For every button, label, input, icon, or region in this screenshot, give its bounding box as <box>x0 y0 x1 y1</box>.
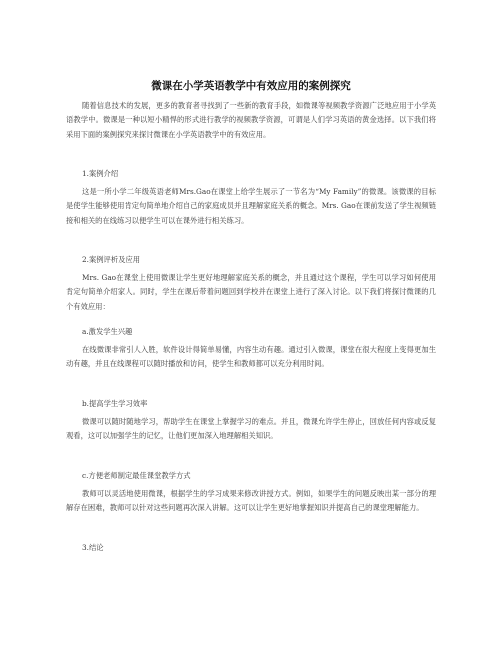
document-title: 微课在小学英语教学中有效应用的案例探究 <box>151 80 351 92</box>
subheading-interest: a.激发学生兴趣 <box>82 327 133 336</box>
efficiency-paragraph: 微课可以随时随地学习，帮助学生在课堂上掌握学习的难点。并且，微课允许学生停止，回放任何内容或反复观看，这可以加强学生的记忆，让他们更加深入地理解相关知识。 <box>66 417 436 441</box>
subheading-efficiency: b.提高学生学习效率 <box>82 399 148 408</box>
teaching-method-paragraph: 教师可以灵活地使用微课，根据学生的学习成果来修改讲授方式。例如，如果学生的问题反映出某一部分的理解存在困难，教师可以针对这些问题再次深入讲解。这可以让学生更好地掌握知识并提高自己的课堂理解能力。 <box>66 489 436 513</box>
intro-paragraph: 随着信息技术的发展，更多的教育者寻找到了一些新的教育手段，如微课等视频教学资源广泛地应用于小学英语教学中。微课是一种以短小精悍的形式进行教学的视频教学资源，可谓是人们学习英语的黄金选择。以下我们将采用下面的案例探究来探讨微课在小学英语教学中的有效应用。 <box>66 101 436 139</box>
section-heading-conclusion: 3.结论 <box>82 543 104 552</box>
case-analysis-paragraph: Mrs. Gao在课堂上使用微课让学生更好地理解家庭关系的概念，并且通过这个课程，学生可以学习如何使用肯定句简单介绍家人。同时，学生在课后带着问题回到学校并在课堂上进行了深入讨论。以下我们将探讨微课的几个有效应用： <box>66 273 436 311</box>
case-intro-paragraph: 这是一所小学二年级英语老师Mrs.Gao在课堂上给学生展示了一节名为“My Family”的微课。该微课的目标是使学生能够使用肯定句简单地介绍自己的家庭成员并且理解家庭关系的概念。Mrs. Gao在课前发送了学生视频链接和相关的在线练习以便学生可以在课外进行相关练习。 <box>66 187 436 225</box>
section-heading-case-intro: 1.案例介绍 <box>82 169 119 178</box>
section-heading-case-analysis: 2.案例评析及应用 <box>82 255 141 264</box>
subheading-teaching-method: c.方便老师制定最佳课堂教学方式 <box>82 471 191 480</box>
interest-paragraph: 在线微课非常引人入胜，软件设计得简单易懂，内容生动有趣。通过引入微课，课堂在很大程度上变得更加生动有趣，并且在线课程可以随时播放和访问，使学生和教师都可以充分利用时间。 <box>66 345 436 369</box>
